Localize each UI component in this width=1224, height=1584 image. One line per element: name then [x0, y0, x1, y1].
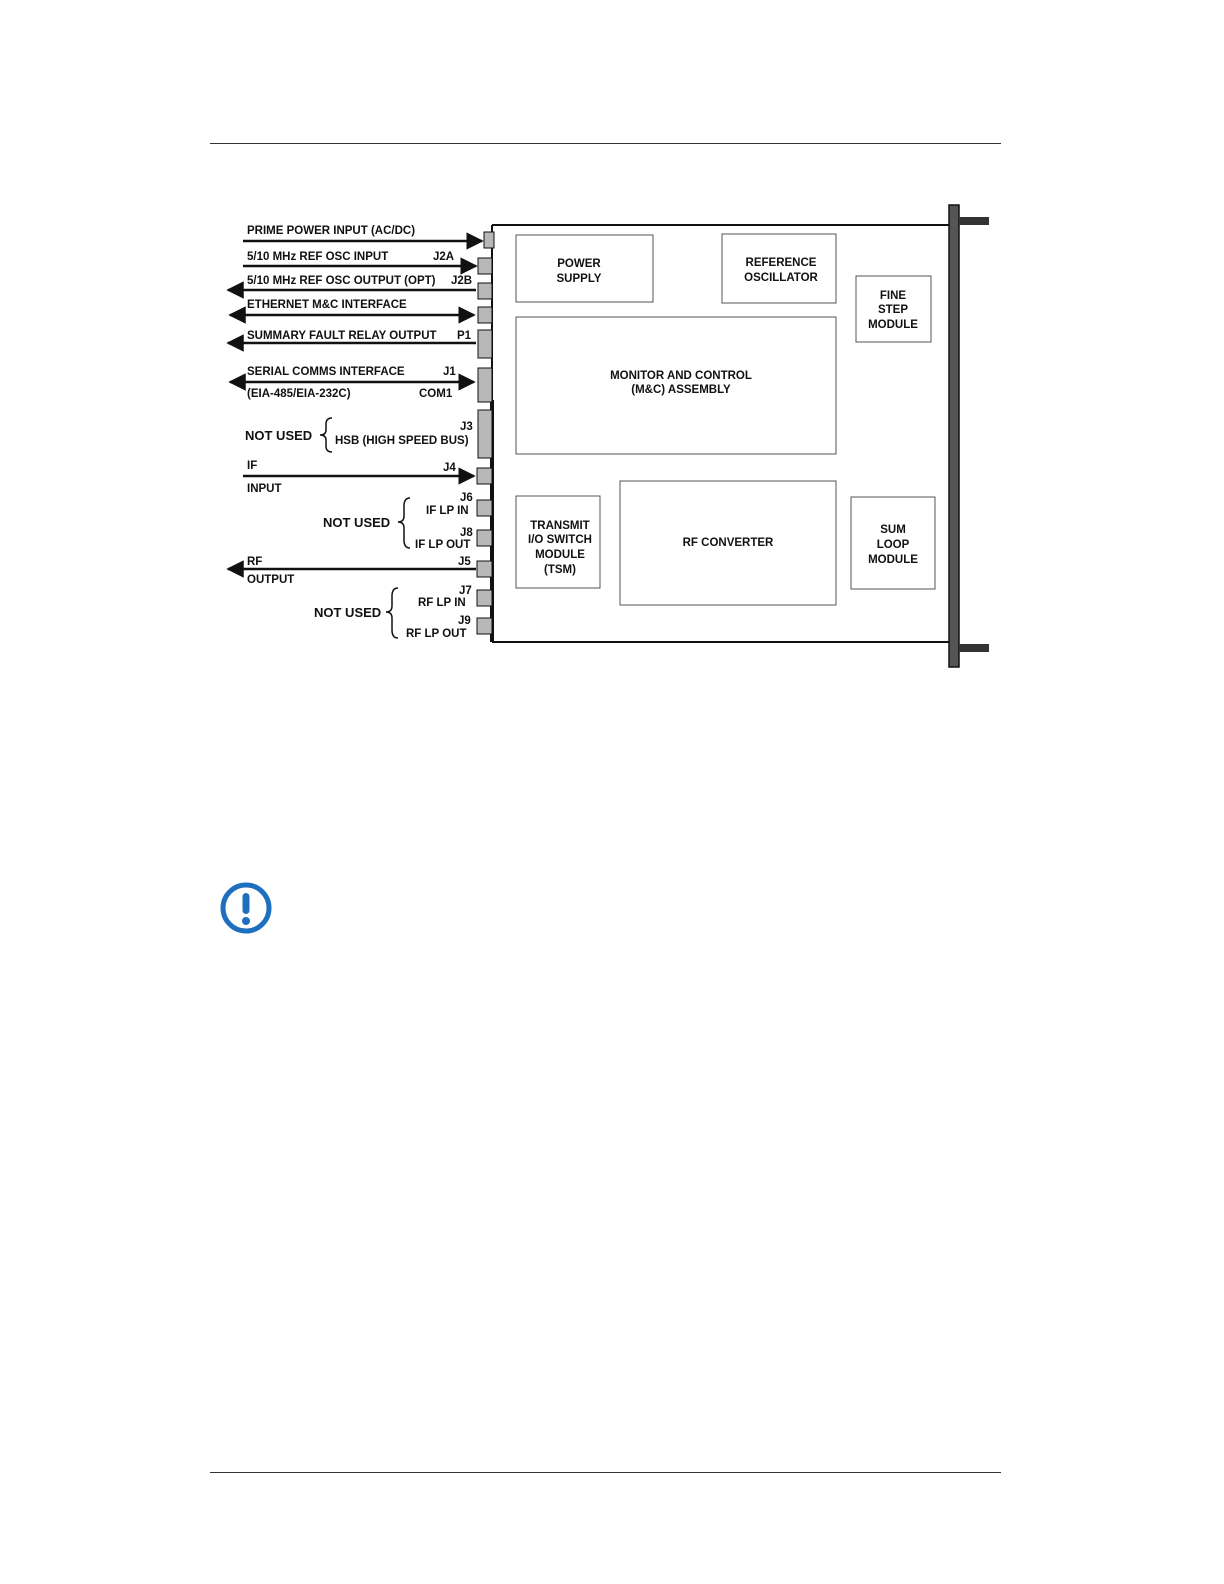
power-supply-label-1: POWER [557, 258, 601, 270]
label-rf-lp-in-port: J7 [459, 585, 472, 597]
chassis [492, 225, 950, 642]
label-if-input: INPUT [247, 483, 282, 495]
connector-j7 [477, 590, 492, 606]
label-hsb: HSB (HIGH SPEED BUS) [335, 435, 469, 447]
label-ref-out: 5/10 MHz REF OSC OUTPUT (OPT) [247, 275, 436, 287]
exclamation-circle-icon [218, 880, 274, 936]
mc-label-1: MONITOR AND CONTROL [610, 370, 752, 382]
tsm-label-1: TRANSMIT [530, 520, 590, 532]
label-serial-port2: COM1 [419, 388, 453, 400]
label-if-lp-in-port: J6 [460, 492, 473, 504]
fine-step-label-3: MODULE [868, 319, 918, 331]
sum-loop-label-2: LOOP [876, 539, 910, 551]
tsm-label-2: I/O SWITCH [528, 534, 592, 546]
connector-j8 [477, 530, 492, 546]
mc-label-2: (M&C) ASSEMBLY [631, 384, 731, 396]
label-ethernet: ETHERNET M&C INTERFACE [247, 299, 407, 311]
front-panel [949, 205, 989, 667]
power-supply-label-2: SUPPLY [556, 273, 602, 285]
signal-labels [245, 225, 473, 640]
brace-if-lp [398, 498, 410, 548]
connector-j1 [478, 368, 492, 402]
label-not-used-3: NOT USED [314, 605, 382, 620]
label-rf: RF [247, 556, 263, 568]
label-rf-lp-out: RF LP OUT [406, 628, 467, 640]
connector-j2b [478, 283, 492, 299]
label-prime-power: PRIME POWER INPUT (AC/DC) [247, 225, 416, 237]
footer-rule [210, 1472, 1001, 1473]
connector-j4 [477, 468, 492, 484]
brace-hsb [320, 418, 332, 452]
label-fault-port: P1 [457, 330, 472, 342]
connector-j5 [477, 561, 492, 577]
connector-j9 [477, 618, 492, 634]
label-serial-port: J1 [443, 366, 456, 378]
label-if-lp-in: IF LP IN [426, 505, 469, 517]
brace-rf-lp [386, 588, 398, 638]
ref-osc-label-1: REFERENCE [745, 257, 817, 269]
label-fault: SUMMARY FAULT RELAY OUTPUT [247, 330, 437, 342]
label-hsb-port: J3 [460, 421, 473, 433]
sum-loop-label-3: MODULE [868, 554, 918, 566]
sum-loop-label-1: SUM [880, 524, 906, 536]
label-if-port: J4 [443, 462, 456, 474]
label-if: IF [247, 460, 258, 472]
label-not-used-2: NOT USED [323, 515, 391, 530]
connector-j3 [478, 410, 492, 458]
block-diagram [0, 0, 1224, 700]
connectors [477, 232, 494, 634]
label-rf-lp-out-port: J9 [458, 615, 471, 627]
tsm-label-3: MODULE [535, 549, 585, 561]
fine-step-label-2: STEP [877, 304, 909, 316]
connector-ethernet [478, 307, 492, 323]
label-not-used-1: NOT USED [245, 428, 313, 443]
label-rf-output: OUTPUT [247, 574, 295, 586]
connector-p1 [478, 330, 492, 358]
label-if-lp-out: IF LP OUT [415, 539, 471, 551]
label-serial: SERIAL COMMS INTERFACE [247, 366, 405, 378]
tsm-label-4: (TSM) [544, 564, 576, 576]
label-serial-sub: (EIA-485/EIA-232C) [247, 388, 351, 400]
connector-j6 [477, 500, 492, 516]
label-rf-port: J5 [458, 556, 471, 568]
label-ref-in-port: J2A [433, 251, 455, 263]
module-labels [528, 257, 918, 576]
connector-j2a [478, 258, 492, 274]
label-if-lp-out-port: J8 [460, 527, 473, 539]
rf-converter-label: RF CONVERTER [682, 537, 774, 549]
connector-power [484, 232, 494, 248]
ref-osc-label-2: OSCILLATOR [744, 272, 818, 284]
fine-step-label-1: FINE [879, 290, 907, 302]
label-rf-lp-in: RF LP IN [418, 597, 466, 609]
label-ref-out-port: J2B [451, 275, 473, 287]
front-handle-top [959, 217, 989, 225]
label-ref-in: 5/10 MHz REF OSC INPUT [247, 251, 389, 263]
front-handle-bottom [959, 644, 989, 652]
